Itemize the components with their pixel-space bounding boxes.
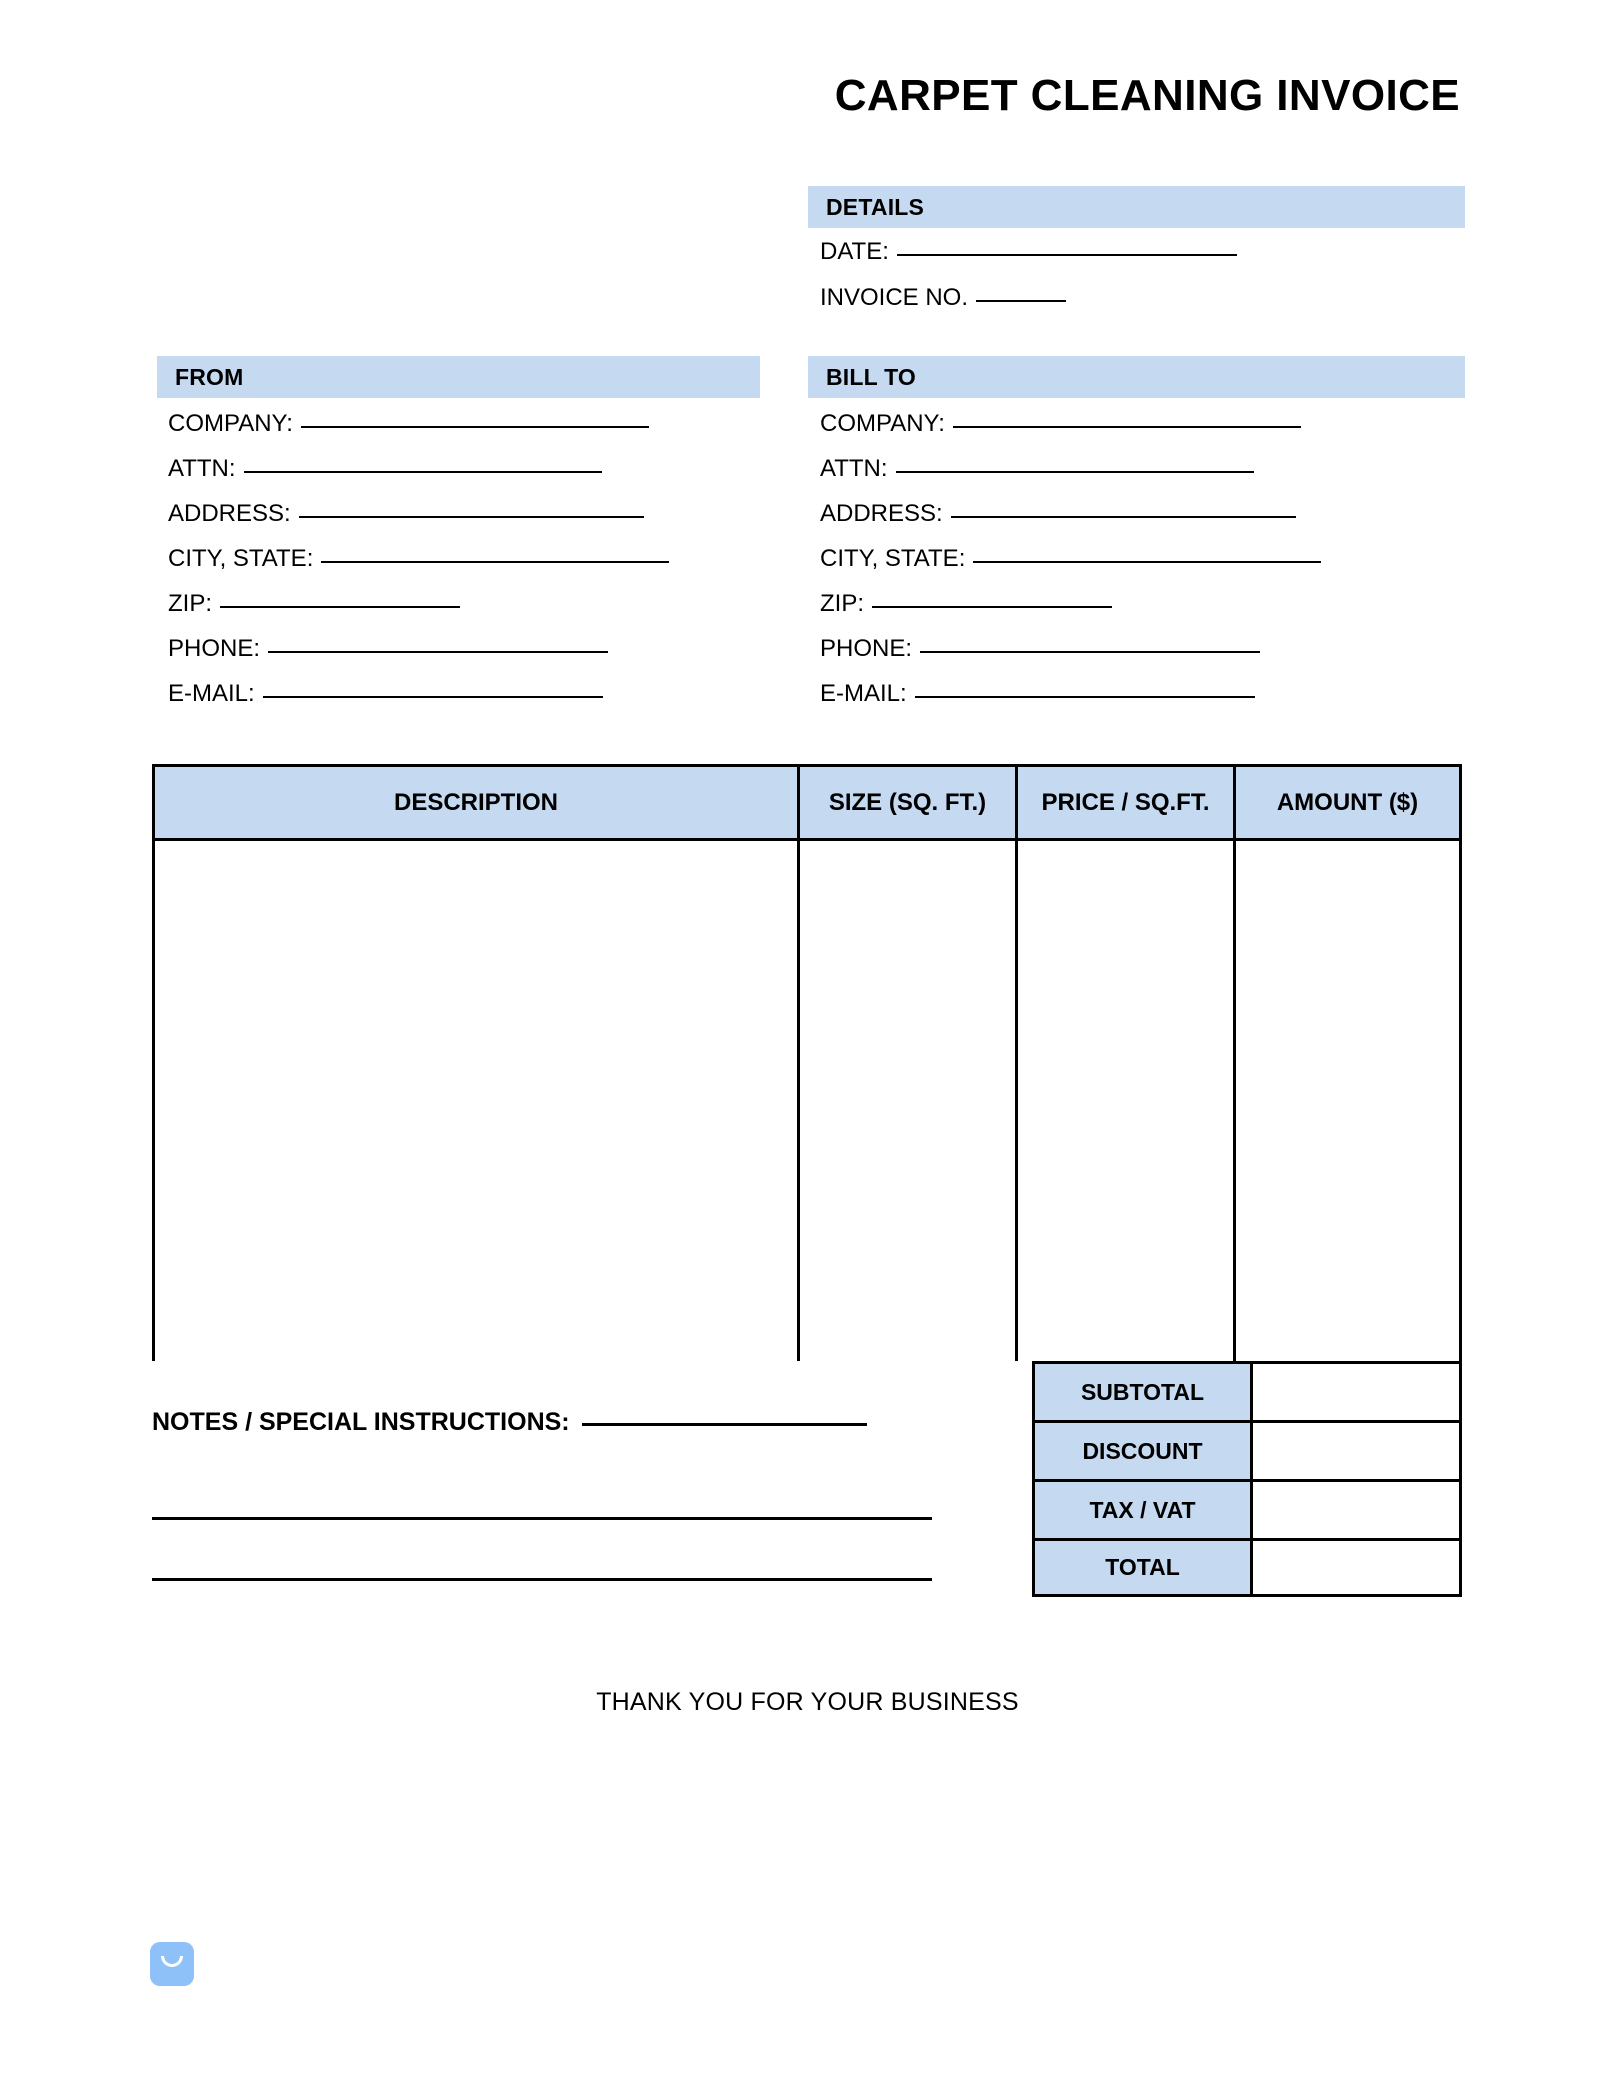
notes-heading: [152, 1408, 867, 1437]
totals-block: [1032, 1361, 1462, 1597]
notes-input-rule-3[interactable]: [152, 1578, 932, 1581]
bill-to-city-state-field[interactable]: [820, 547, 1321, 571]
from-attn-label: ATTN:: [168, 455, 236, 482]
subtotal-value[interactable]: [1253, 1361, 1462, 1420]
amount-entry-area[interactable]: [1236, 841, 1459, 1361]
description-entry-area[interactable]: [155, 841, 800, 1361]
discount-label: DISCOUNT: [1032, 1420, 1253, 1479]
from-phone-field[interactable]: [168, 637, 608, 661]
bill-to-attn-label: ATTN:: [820, 455, 888, 482]
bill-to-email-input-rule[interactable]: [915, 696, 1255, 698]
total-label: TOTAL: [1032, 1538, 1253, 1597]
notes-input-rule-1[interactable]: [582, 1423, 867, 1426]
from-heading-label: FROM: [175, 363, 244, 390]
from-zip-field[interactable]: [168, 592, 460, 616]
date-field[interactable]: [820, 240, 1237, 264]
discount-value[interactable]: [1253, 1420, 1462, 1479]
from-zip-input-rule[interactable]: [220, 606, 460, 608]
from-company-field[interactable]: [168, 412, 649, 436]
bill-to-address-label: ADDRESS:: [820, 500, 943, 527]
bill-to-phone-field[interactable]: [820, 637, 1260, 661]
from-company-input-rule[interactable]: [301, 426, 649, 428]
from-email-label: E-MAIL:: [168, 680, 255, 707]
from-city-state-label: CITY, STATE:: [168, 545, 314, 572]
invoice-number-field[interactable]: [820, 286, 1066, 310]
total-value[interactable]: [1253, 1538, 1462, 1597]
details-heading-label: DETAILS: [826, 193, 925, 220]
invoice-number-input-rule[interactable]: [976, 300, 1066, 302]
column-header-size: SIZE (SQ. FT.): [800, 767, 1018, 838]
from-company-label: COMPANY:: [168, 410, 293, 437]
bill-to-company-label: COMPANY:: [820, 410, 945, 437]
from-address-input-rule[interactable]: [299, 516, 644, 518]
bill-to-zip-field[interactable]: [820, 592, 1112, 616]
from-email-field[interactable]: [168, 682, 603, 706]
date-input-rule[interactable]: [897, 254, 1237, 256]
date-label: DATE:: [820, 238, 889, 265]
totals-row-subtotal: [1032, 1361, 1462, 1420]
line-items-body: [155, 841, 1459, 1361]
bill-to-attn-input-rule[interactable]: [896, 471, 1254, 473]
bill-to-company-input-rule[interactable]: [953, 426, 1301, 428]
notes-input-rule-2[interactable]: [152, 1517, 932, 1520]
column-header-description: DESCRIPTION: [155, 767, 800, 838]
bill-to-email-field[interactable]: [820, 682, 1255, 706]
bill-to-zip-input-rule[interactable]: [872, 606, 1112, 608]
bill-to-address-input-rule[interactable]: [951, 516, 1296, 518]
line-items-header-row: [155, 767, 1459, 841]
from-address-label: ADDRESS:: [168, 500, 291, 527]
bill-to-section-header: [808, 356, 1465, 398]
bill-to-zip-label: ZIP:: [820, 590, 865, 617]
column-header-amount: AMOUNT ($): [1276, 788, 1419, 816]
from-phone-label: PHONE:: [168, 635, 261, 662]
column-header-price: PRICE / SQ.FT.: [1018, 767, 1236, 838]
from-zip-label: ZIP:: [168, 590, 213, 617]
tax-vat-value[interactable]: [1253, 1479, 1462, 1538]
from-city-state-field[interactable]: [168, 547, 669, 571]
bill-to-heading-label: BILL TO: [826, 363, 916, 390]
bill-to-phone-input-rule[interactable]: [920, 651, 1260, 653]
smile-arc-shape: [161, 1956, 183, 1967]
from-email-input-rule[interactable]: [263, 696, 603, 698]
smile-logo-icon: [150, 1942, 194, 1986]
totals-row-discount: [1032, 1420, 1462, 1479]
line-items-table: [152, 764, 1462, 1361]
from-section-header: [157, 356, 760, 398]
bill-to-address-field[interactable]: [820, 502, 1296, 526]
totals-row-total: [1032, 1538, 1462, 1597]
subtotal-label: SUBTOTAL: [1032, 1361, 1253, 1420]
tax-vat-label: TAX / VAT: [1032, 1479, 1253, 1538]
notes-heading-label: NOTES / SPECIAL INSTRUCTIONS:: [152, 1408, 570, 1436]
bill-to-city-state-input-rule[interactable]: [973, 561, 1321, 563]
size-entry-area[interactable]: [800, 841, 1018, 1361]
page-title: CARPET CLEANING INVOICE: [834, 71, 1460, 120]
from-address-field[interactable]: [168, 502, 644, 526]
price-entry-area[interactable]: [1018, 841, 1236, 1361]
thank-you-message: THANK YOU FOR YOUR BUSINESS: [596, 1688, 1019, 1716]
from-phone-input-rule[interactable]: [268, 651, 608, 653]
bill-to-email-label: E-MAIL:: [820, 680, 907, 707]
bill-to-phone-label: PHONE:: [820, 635, 913, 662]
from-attn-field[interactable]: [168, 457, 602, 481]
bill-to-company-field[interactable]: [820, 412, 1301, 436]
totals-row-tax: [1032, 1479, 1462, 1538]
from-city-state-input-rule[interactable]: [321, 561, 669, 563]
bill-to-city-state-label: CITY, STATE:: [820, 545, 966, 572]
invoice-number-label: INVOICE NO.: [820, 284, 969, 311]
from-attn-input-rule[interactable]: [244, 471, 602, 473]
bill-to-attn-field[interactable]: [820, 457, 1254, 481]
details-section-header: [808, 186, 1465, 228]
